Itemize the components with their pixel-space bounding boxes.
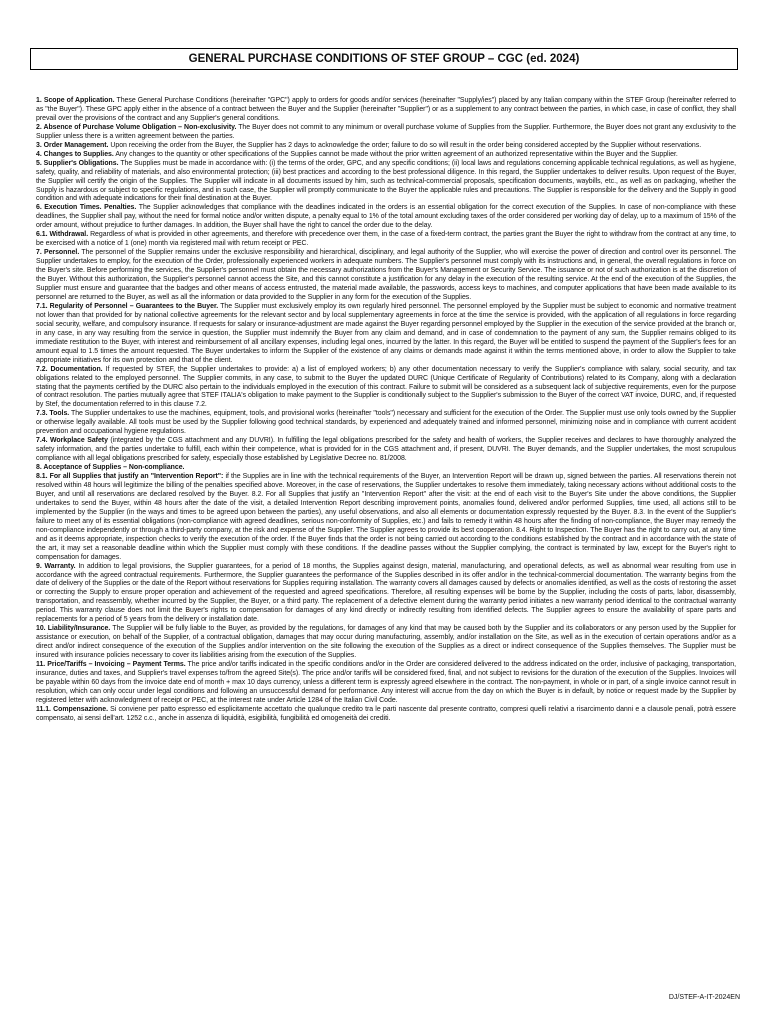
clause-paragraph — [36, 366, 736, 411]
clause-heading: 7.4. Workplace Safety — [36, 437, 108, 445]
clause-heading: 6.1. Withdrawal. — [36, 231, 89, 239]
clause-paragraph — [36, 142, 736, 151]
clause-heading: 9. Warranty. — [36, 562, 76, 570]
clause-heading: 7.3. Tools. — [36, 410, 70, 418]
clause-paragraph — [36, 231, 736, 249]
clause-text: if the Supplies are in line with the technical requirements of the Buyer, an Intervention Report will be drawn up, signed between the parties. All reservations therein not resolved within 48 hours will legitimize the billing of the penalties specified above. Moreover, in the case of reservations, the Supplier undertakes to resolve them immediately, taking necessary actions without additional costs to the Buyer, and until all reservations are declared resolved by the Buyer. 8.2. For all Supplies that justify an "Intervention Report" after the visit: at the end of each visit to the Buyer's Site under the above conditions, the Supplier undertakes to send the Buyer, within 48 hours after the date of the visit, a detailed Intervention Report describing improvement points, anomalies found, delivered and/or performed Supplies, time used, all actions still to be implemented by the Supplier (in the ways and times to be agreed upon between the parties), any useful observations, and also all elements or documentation expressly requested by the Buyer. 8.3. In the event of the Supplier's failure to meet any of its essential obligations (non-compliance with agreed deadlines, serious non-conformity of Supplies, etc.) and fails to remedy it within 48 hours after the finding of non-compliance, the Buyer may remedy the non-compliance independently or through a third-party company, at the risk and expense of the Supplier. The Supplier agrees to provide its best cooperation. 8.4. Right to Inspection. The Buyer has the right to carry out, at any time and as it deems appropriate, inspection checks to verify the execution of the order. If the Buyer finds that the order is not being carried out according to the conditions established by the contract and in accordance with the state of the art, it may set a reasonable deadline within which the Supplier must comply with these conditions. If the deadline passes without the Supplier complying, the contract is terminated by law, except for the Buyer's right to compensation for damages. — [36, 473, 736, 561]
clause-text: The Supplier must exclusively employ its own regularly hired personnel. The personnel employed by the Supplier must be subject to economic and normative treatment not lower than that provided for by national collective agreements for the relevant sector and by local supplementary agreements in force at the time the service is provided, with the application of all regulations in force regarding social security, welfare, and compulsory insurance. If requests for salary or insurance-adjustment are made against the Buyer regarding personnel employed by the Supplier in the execution of the service provided at the branch or, in any case, in any way resulting from the service in question, the Supplier must indemnify the Buyer from any claim and demand, and in case of condemnation to the payment of any sum, the Supplier remains obliged to its immediate restitution to the Buyer, with interest and reimbursement of all ancillary expenses, including legal ones, incurred by the latter. In this regard, the Buyer will be entitled to suspend the payment of the Supplier's fees for an amount equal to 1.5 times the amount requested. The Buyer undertakes to inform the Supplier of the existence of any claims or demands made against it within the terms mentioned above, in order to allow the Supplier to take appropriate initiatives for its own protection and that of the client. — [36, 302, 736, 364]
clause-heading: 8.1. For all Supplies that justify an "Intervention Report": — [36, 473, 224, 481]
clause-paragraph — [36, 151, 736, 160]
conditions-body — [36, 97, 736, 724]
clause-heading: 3. Order Management. — [36, 141, 109, 149]
clause-text: Any changes to the quantity or other specifications of the Supplies cannot be made without the prior written agreement of an authorized representative within the Buyer and the Supplier. — [113, 150, 678, 158]
clause-text: If requested by STEF, the Supplier undertakes to provide: a) a list of employed workers; b) any other documentation necessary to verify the Supplier's compliance with salary, social security, and tax obligations related to the employed personnel. The Supplier commits, in any case, to submit to the Buyer the updated DURC (Unique Certificate of Regularity of Contributions) related to its Company, along with a declaration stating that the payments certified by the DURC also pertain to the individuals employed in the execution of this contract. Failure to submit will be considered as a subsequent lack of subjective requirements, even for the purpose of contract resolution. The parties mutually agree that STEF ITALIA's obligation to make payment to the Supplier is conditionally subject to the Supplier's submission to the Buyer of the correct VAT invoice, DURC, and, if requested by Stef, the documentation referred to in this clause 7.2. — [36, 365, 736, 409]
clause-heading: 7.1. Regularity of Personnel – Guarantees to the Buyer. — [36, 302, 219, 310]
clause-text: The Supplier undertakes to use the machines, equipment, tools, and provisional works (hereinafter "tools") necessary and sufficient for the execution of the Order. The Supplier must use only tools owned by the Supplier or otherwise legally available. All tools must be used by the Supplier following good technical standards, by experienced and adequately trained and informed personnel, minimizing noise and in compliance with current accident prevention and occupational hygiene regulations. — [36, 410, 736, 436]
clause-text: Regardless of what is provided in other agreements, and therefore with precedence over them, in the case of a fixed-term contract, the parties grant the Buyer the right to withdraw from the contract at any time, to be exercised with a notice of 1 (one) month via registered mail with return receipt or PEC. — [36, 231, 736, 248]
clause-heading: 4. Changes to Supplies. — [36, 150, 114, 158]
clause-text: The Supplier acknowledges that compliance with the deadlines indicated in the orders is an essential obligation for the correct execution of the Supplies. In case of non-compliance with these deadlines, the Supplier shall pay, without the need for formal notice and/or written dispute, a penalty equal to 1% of the total amount excluding taxes of the order considered per working day of delay, up to a maximum of 15% of the order amount, without prejudice to further damages. In addition, the Buyer shall have the right to cancel the order due to the delay. — [36, 204, 736, 230]
clause-paragraph — [36, 160, 736, 205]
clause-heading: 7.2. Documentation. — [36, 365, 103, 373]
clause-heading: 11.1. Compensazione. — [36, 705, 108, 713]
clause-paragraph — [36, 410, 736, 437]
clause-text: The price and/or tariffs indicated in the specific conditions and/or in the Order are considered delivered to the address indicated on the order, inclusive of packaging, transportation, insurance, duties and taxes, and Supplier's travel expenses to/from the agreed Site(s). The price and/or tariffs will be considered fixed, final, and not subject to revisions for the duration of the execution of the Supplies. Invoices will be payable within 60 days from the invoice date end of month + max 10 days currency, unless a different term is expressly agreed elsewhere in the contract. The non-payment, in whole or in part, of a single invoice cannot result in resolution, which can only occur under legal conditions and following an unsuccessful demand for performance. Any interest will accrue from the day on which the Buyer is in default, by notice or request made by the Supplier by registered letter with acknowledgment of receipt or PEC, at the interest rate under Article 1284 of the Italian Civil Code. — [36, 661, 736, 704]
clause-heading: 10. Liability/Insurance. — [36, 625, 111, 633]
footer-code: DJ/STEF-A-IT-2024EN — [668, 994, 740, 1001]
clause-heading: 2. Absence of Purchase Volume Obligation – Non-exclusivity. — [36, 123, 237, 131]
clause-heading: 1. Scope of Application. — [36, 97, 115, 104]
clause-text: The Supplies must be made in accordance with: (i) the terms of the order, GPC, and any specific conditions; (ii) local laws and regulations concerning applicable technical regulations, as well as hygiene, safety, quality, and reliability of materials, and also environmental protection; (iii) best practices and according to the best professional diligence. In this regard, the Supplier undertakes to deliver results. Upon request of the Buyer, the Supplier will certify the origin of the Supplies. The Supplier will indicate in all documents issued by him, such as technical-commercial proposals, specification documents, waybills, etc., as well as on packaging, whether the Supply is hazardous or subject to specific regulations, and in such case, the Supplier will promptly communicate to the Buyer the applicable rules and precautions. The Supplier is responsible for the delivery and the Supply in good condition and with adequate indications for their final destination at the Buyer. — [36, 159, 737, 203]
clause-paragraph — [36, 249, 736, 303]
document-title: GENERAL PURCHASE CONDITIONS OF STEF GROUP – CGC (ed. 2024) — [30, 48, 738, 70]
clause-paragraph — [36, 437, 736, 464]
clause-paragraph — [36, 706, 736, 724]
clause-paragraph — [36, 303, 736, 366]
clause-heading: 11. Price/Tariffs – Invoicing – Payment Terms. — [36, 661, 186, 669]
clause-text: The personnel of the Supplier remains under the exclusive responsibility and hierarchical, disciplinary, and legal authority of the Supplier, who will exercise the power of direction and control over its personnel. The Supplier undertakes to employ, for the execution of the Order, professionally experienced workers in adequate numbers. The Supplier's personnel must comply with its instructions and, in general, the overall regulations in force on the Buyer's site. Before performing the services, the Supplier's personnel must obtain the necessary authorizations from the Buyer's Management or Security Service. The issuance or not of such authorization is at the discretion of the Buyer. Without this authorization, the Supplier's personnel cannot access the Site, and this cannot constitute a justification for any delay in the execution of the resulting service. At the end of the execution of the Supplies, the Supplier must ensure and guarantee that the badges and other means of access entrusted, the material made available, the passwords, access keys to machines, and computer applications that have been made available to its personnel are returned to the Buyer, as well as all the information or data provided to the Supplier in any form for the execution of the Supplies. — [36, 249, 736, 301]
clause-text: These General Purchase Conditions (hereinafter "GPC") apply to orders for goods and/or services (hereinafter "Supply/ies") placed by any Italian company within the STEF Group (hereinafter referred to as "the Buyer"). These GPC apply either in the absence of a contract between the Buyer and the Supplier (hereinafter "Supplier") or as a supplement to any contract between the parties, in which case, in case of conflict, they shall prevail over the provisions of the contract and any Supplier's general conditions. — [36, 97, 736, 122]
clause-paragraph — [36, 473, 736, 563]
clause-text: Upon receiving the order from the Buyer, the Supplier has 2 days to acknowledge the order; failure to do so will result in the order being considered accepted by the Supplier without reservations. — [108, 141, 702, 149]
clause-heading: 5. Supplier's Obligations. — [36, 159, 119, 167]
clause-heading: 6. Execution Times. Penalties. — [36, 204, 137, 212]
clause-text: Si conviene per patto espresso ed esplicitamente accettato che qualunque credito tra le parti nascente dal presente contratto, compresi quelli relativi a risarcimento danni e a clausole penali, potrà essere compensato, ai sensi dell'art. 1252 c.c., anche in assenza di liquidità, esigibilità, fungibilità ed omogeneità dei crediti. — [36, 705, 736, 722]
clause-text: The Supplier will be fully liable to the Buyer, as provided by the regulations, for damages of any kind that may be caused both by the Supplier and its collaborators or any person used by the Supplier for assistance or execution, on behalf of the Supplier, of a contractual obligation, damages that may occur during manufacturing, assembly, and/or installation on the Site, as well as in the execution of certain operations and/or as a direct and/or indirect consequence of the execution of the Supplies and/or intervention on the site following the execution of the Supplies as a direct or indirect consequence of the Supplies themselves. The Supplier must be insured with insurance policies necessary to cover its liabilities arising from the execution of the Supplies. — [36, 625, 737, 660]
clause-paragraph — [36, 625, 736, 661]
clause-text: The Buyer does not commit to any minimum or overall purchase volume of Supplies from the Supplier. Furthermore, the Buyer does not grant any exclusivity to the Supplier unless there is a written agreement between the parties. — [36, 123, 736, 140]
clause-heading: 7. Personnel. — [36, 249, 80, 257]
clause-paragraph — [36, 97, 736, 124]
clause-paragraph — [36, 661, 736, 706]
clause-text: (integrated by the CGS attachment and any DUVRI). In fulfilling the legal obligations prescribed for the safety and health of workers, the Supplier receives and declares to have thoroughly analyzed the safety information, and the parties undertake to fulfill, each within their competence, what is provided for in the CGS attachment and, if present, DUVRI. The Buyer demands, and the Supplier undertakes, the most scrupulous compliance with all legal obligations prescribed for safety, especially those established by Legislative Decree no. 81/2008. — [36, 437, 736, 463]
clause-paragraph — [36, 563, 736, 626]
clause-paragraph — [36, 204, 736, 231]
clause-paragraph — [36, 124, 736, 142]
clause-text: In addition to legal provisions, the Supplier guarantees, for a period of 18 months, the Supplies against design, material, manufacturing, and operational defects, as well as abnormal wear resulting from use in accordance with the agreed contractual requirements. Furthermore, the Supplier guarantees the performance of the Supplies described in its offer and/or in the technical-commercial documentation. The warranty begins from the date of delivery of the Supplies or the date of the Report without reservations for Supplies requiring installation. The warranty covers all damages caused by defects or anomalies identified, as well as the costs of restoring the asset or correcting the Supply to ensure proper operation and achievement of the requested and agreed specifications. Therefore, all resulting expenses will be borne by the Supplier, including the costs of parts, labor, disassembly, transportation, and reassembly, whether incurred by the Supplier, the Buyer, or a third party. The replacement of a defective element during the warranty period initiates a new warranty period identical to the contractual warranty period. This warranty clause does not limit the Buyer's rights to compensation for damages of any kind directly or indirectly resulting from identified defects. The Supplier agrees to ensure the availability of spare parts and replacements for a period of 5 years from the delivery or installation date. — [36, 562, 737, 624]
clause-paragraph — [36, 464, 736, 473]
clause-heading: 8. Acceptance of Supplies – Non-compliance. — [36, 464, 185, 472]
